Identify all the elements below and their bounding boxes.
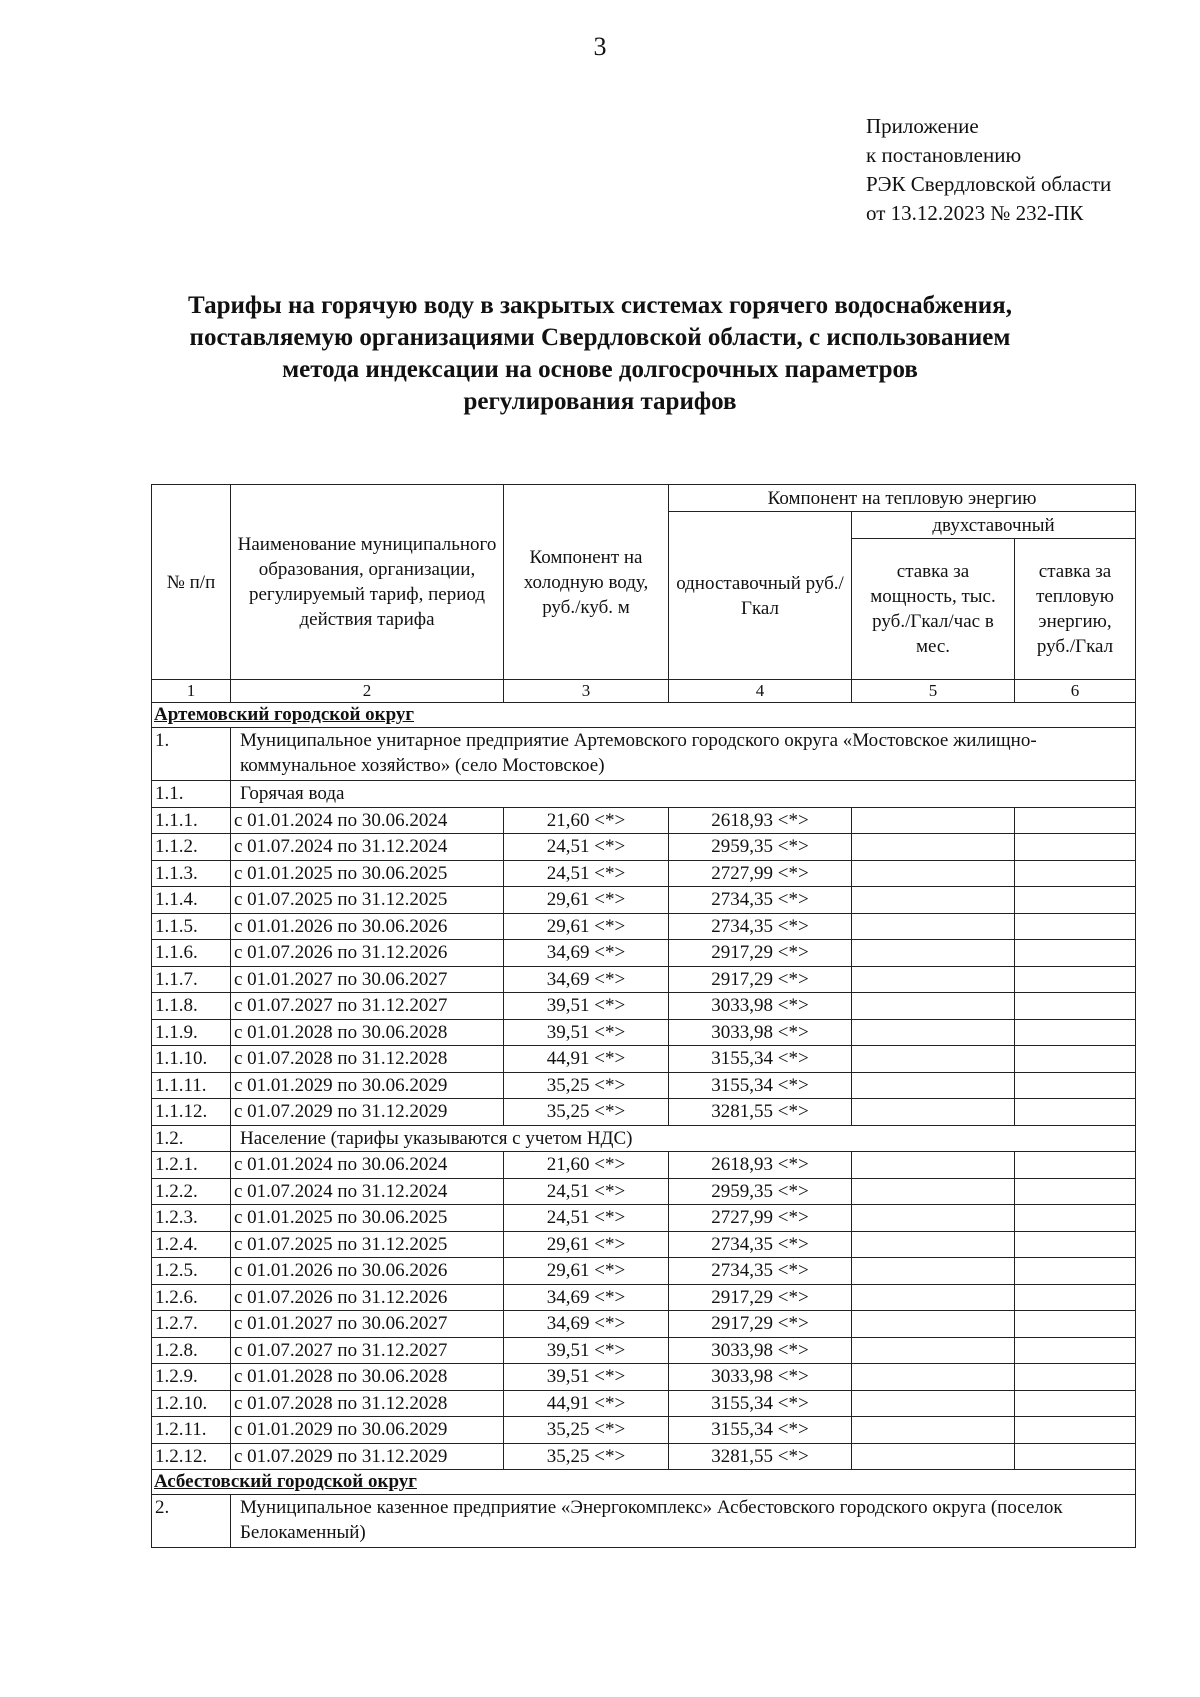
- row-single-rate: 2618,93 <*>: [669, 807, 852, 834]
- row-cold-value: 24,51 <*>: [504, 1178, 669, 1205]
- row-energy-rate: [1015, 1443, 1136, 1470]
- row-single-rate: 2734,35 <*>: [669, 913, 852, 940]
- row-period: с 01.01.2026 по 30.06.2026: [231, 913, 504, 940]
- row-period: с 01.07.2025 по 31.12.2025: [231, 887, 504, 914]
- column-number: 4: [669, 680, 852, 703]
- row-single-rate: 3155,34 <*>: [669, 1046, 852, 1073]
- row-power-rate: [852, 860, 1015, 887]
- row-num: 1.1.6.: [152, 940, 231, 967]
- row-cold-value: 35,25 <*>: [504, 1443, 669, 1470]
- group-num: 1.2.: [152, 1125, 231, 1152]
- row-single-rate: 3033,98 <*>: [669, 993, 852, 1020]
- row-num: 1.1.7.: [152, 966, 231, 993]
- row-single-rate: 3155,34 <*>: [669, 1390, 852, 1417]
- organization-row: [152, 728, 1136, 781]
- row-single-rate: 2917,29 <*>: [669, 1311, 852, 1338]
- section-row: [152, 703, 1136, 728]
- section-title: Асбестовский городской округ: [152, 1470, 1136, 1495]
- table-row: [152, 1337, 1136, 1364]
- row-num: 1.2.1.: [152, 1152, 231, 1179]
- row-energy-rate: [1015, 1019, 1136, 1046]
- header-cold-water: Компонент на холодную воду, руб./куб. м: [504, 485, 669, 680]
- column-number-row: [152, 680, 1136, 703]
- table-row: [152, 1443, 1136, 1470]
- row-period: с 01.01.2028 по 30.06.2028: [231, 1364, 504, 1391]
- table-row: [152, 913, 1136, 940]
- row-period: с 01.07.2027 по 31.12.2027: [231, 993, 504, 1020]
- row-energy-rate: [1015, 1337, 1136, 1364]
- row-cold-value: 29,61 <*>: [504, 1231, 669, 1258]
- organization-name: Муниципальное казенное предприятие «Энергокомплекс» Асбестовского городского округа (поселок Белокаменный): [231, 1495, 1136, 1548]
- row-period: с 01.07.2026 по 31.12.2026: [231, 940, 504, 967]
- row-cold-value: 34,69 <*>: [504, 1311, 669, 1338]
- section-title: Артемовский городской округ: [152, 703, 1136, 728]
- row-period: с 01.07.2025 по 31.12.2025: [231, 1231, 504, 1258]
- table-row: [152, 966, 1136, 993]
- row-power-rate: [852, 1178, 1015, 1205]
- table-row: [152, 1284, 1136, 1311]
- row-power-rate: [852, 993, 1015, 1020]
- row-cold-value: 34,69 <*>: [504, 940, 669, 967]
- row-energy-rate: [1015, 993, 1136, 1020]
- page-number: 3: [593, 32, 607, 61]
- organization-num: 2.: [152, 1495, 231, 1548]
- row-energy-rate: [1015, 860, 1136, 887]
- row-energy-rate: [1015, 834, 1136, 861]
- row-period: с 01.07.2029 по 31.12.2029: [231, 1099, 504, 1126]
- row-power-rate: [852, 1019, 1015, 1046]
- row-energy-rate: [1015, 1284, 1136, 1311]
- row-single-rate: 3281,55 <*>: [669, 1099, 852, 1126]
- row-single-rate: 3033,98 <*>: [669, 1019, 852, 1046]
- row-power-rate: [852, 1443, 1015, 1470]
- table-row: [152, 807, 1136, 834]
- row-energy-rate: [1015, 1417, 1136, 1444]
- row-num: 1.2.5.: [152, 1258, 231, 1285]
- group-name: Население (тарифы указываются с учетом НДС): [231, 1125, 1136, 1152]
- appendix-line: от 13.12.2023 № 232-ПК: [866, 201, 1084, 225]
- column-number: 1: [152, 680, 231, 703]
- tariff-table: [151, 484, 1136, 1548]
- row-power-rate: [852, 1072, 1015, 1099]
- row-single-rate: 3033,98 <*>: [669, 1364, 852, 1391]
- appendix-line: Приложение: [866, 114, 979, 138]
- table-row: [152, 1205, 1136, 1232]
- row-num: 1.1.12.: [152, 1099, 231, 1126]
- title-line: Тарифы на горячую воду в закрытых системах горячего водоснабжения,: [188, 292, 1012, 319]
- row-single-rate: 3281,55 <*>: [669, 1443, 852, 1470]
- row-num: 1.1.8.: [152, 993, 231, 1020]
- row-single-rate: 2959,35 <*>: [669, 1178, 852, 1205]
- row-cold-value: 29,61 <*>: [504, 887, 669, 914]
- table-row: [152, 1364, 1136, 1391]
- row-energy-rate: [1015, 1099, 1136, 1126]
- row-power-rate: [852, 913, 1015, 940]
- row-period: с 01.07.2029 по 31.12.2029: [231, 1443, 504, 1470]
- row-cold-value: 39,51 <*>: [504, 1364, 669, 1391]
- header-num: № п/п: [152, 485, 231, 680]
- header-energy-rate: ставка за тепловую энергию, руб./Гкал: [1015, 539, 1136, 680]
- table-row: [152, 1152, 1136, 1179]
- row-energy-rate: [1015, 807, 1136, 834]
- row-power-rate: [852, 940, 1015, 967]
- row-num: 1.2.8.: [152, 1337, 231, 1364]
- table-row: [152, 834, 1136, 861]
- row-power-rate: [852, 1364, 1015, 1391]
- row-num: 1.2.7.: [152, 1311, 231, 1338]
- table-row: [152, 1046, 1136, 1073]
- table-row: [152, 1178, 1136, 1205]
- row-power-rate: [852, 807, 1015, 834]
- row-period: с 01.07.2024 по 31.12.2024: [231, 1178, 504, 1205]
- table-row: [152, 993, 1136, 1020]
- row-period: с 01.01.2029 по 30.06.2029: [231, 1417, 504, 1444]
- column-number: 2: [231, 680, 504, 703]
- row-cold-value: 39,51 <*>: [504, 1019, 669, 1046]
- row-cold-value: 29,61 <*>: [504, 1258, 669, 1285]
- row-cold-value: 21,60 <*>: [504, 1152, 669, 1179]
- row-period: с 01.01.2028 по 30.06.2028: [231, 1019, 504, 1046]
- row-energy-rate: [1015, 913, 1136, 940]
- header-double-rate: двухставочный: [852, 512, 1136, 539]
- column-number: 5: [852, 680, 1015, 703]
- row-num: 1.1.3.: [152, 860, 231, 887]
- row-single-rate: 2917,29 <*>: [669, 966, 852, 993]
- row-single-rate: 2727,99 <*>: [669, 1205, 852, 1232]
- row-num: 1.1.4.: [152, 887, 231, 914]
- row-single-rate: 2734,35 <*>: [669, 887, 852, 914]
- row-energy-rate: [1015, 1072, 1136, 1099]
- row-energy-rate: [1015, 1178, 1136, 1205]
- table-row: [152, 1019, 1136, 1046]
- row-cold-value: 39,51 <*>: [504, 1337, 669, 1364]
- title-line: метода индексации на основе долгосрочных параметров: [282, 356, 918, 383]
- row-cold-value: 34,69 <*>: [504, 1284, 669, 1311]
- header-single-rate: одноставочный руб./Гкал: [669, 512, 852, 680]
- appendix-line: к постановлению: [866, 143, 1022, 167]
- row-cold-value: 24,51 <*>: [504, 1205, 669, 1232]
- row-power-rate: [852, 1337, 1015, 1364]
- row-power-rate: [852, 1152, 1015, 1179]
- row-period: с 01.01.2027 по 30.06.2027: [231, 1311, 504, 1338]
- row-energy-rate: [1015, 940, 1136, 967]
- row-power-rate: [852, 1231, 1015, 1258]
- title-line: поставляемую организациями Свердловской области, с использованием: [189, 324, 1011, 351]
- title-line: регулирования тарифов: [463, 388, 737, 415]
- column-number: 6: [1015, 680, 1136, 703]
- row-single-rate: 3155,34 <*>: [669, 1072, 852, 1099]
- row-power-rate: [852, 1205, 1015, 1232]
- row-num: 1.1.11.: [152, 1072, 231, 1099]
- row-power-rate: [852, 1417, 1015, 1444]
- row-period: с 01.01.2027 по 30.06.2027: [231, 966, 504, 993]
- row-power-rate: [852, 966, 1015, 993]
- row-power-rate: [852, 1099, 1015, 1126]
- row-power-rate: [852, 1046, 1015, 1073]
- row-period: с 01.07.2027 по 31.12.2027: [231, 1337, 504, 1364]
- group-row: [152, 781, 1136, 808]
- appendix-block: [866, 112, 1111, 228]
- row-single-rate: 2727,99 <*>: [669, 860, 852, 887]
- row-period: с 01.07.2026 по 31.12.2026: [231, 1284, 504, 1311]
- table-row: [152, 1258, 1136, 1285]
- row-power-rate: [852, 1390, 1015, 1417]
- row-num: 1.1.1.: [152, 807, 231, 834]
- row-num: 1.1.10.: [152, 1046, 231, 1073]
- row-power-rate: [852, 1258, 1015, 1285]
- row-energy-rate: [1015, 1152, 1136, 1179]
- row-num: 1.2.2.: [152, 1178, 231, 1205]
- table-row: [152, 860, 1136, 887]
- row-energy-rate: [1015, 1205, 1136, 1232]
- row-period: с 01.01.2024 по 30.06.2024: [231, 807, 504, 834]
- row-single-rate: 2959,35 <*>: [669, 834, 852, 861]
- row-num: 1.1.2.: [152, 834, 231, 861]
- row-single-rate: 3033,98 <*>: [669, 1337, 852, 1364]
- row-energy-rate: [1015, 1364, 1136, 1391]
- row-period: с 01.07.2028 по 31.12.2028: [231, 1046, 504, 1073]
- row-period: с 01.01.2025 по 30.06.2025: [231, 860, 504, 887]
- row-single-rate: 2917,29 <*>: [669, 940, 852, 967]
- row-cold-value: 24,51 <*>: [504, 834, 669, 861]
- row-energy-rate: [1015, 1258, 1136, 1285]
- organization-num: 1.: [152, 728, 231, 781]
- row-cold-value: 24,51 <*>: [504, 860, 669, 887]
- group-num: 1.1.: [152, 781, 231, 808]
- row-energy-rate: [1015, 1231, 1136, 1258]
- table-row: [152, 887, 1136, 914]
- table-row: [152, 1231, 1136, 1258]
- row-energy-rate: [1015, 1390, 1136, 1417]
- row-power-rate: [852, 834, 1015, 861]
- row-power-rate: [852, 887, 1015, 914]
- row-num: 1.2.9.: [152, 1364, 231, 1391]
- group-name: Горячая вода: [231, 781, 1136, 808]
- row-power-rate: [852, 1311, 1015, 1338]
- section-row: [152, 1470, 1136, 1495]
- organization-row: [152, 1495, 1136, 1548]
- row-cold-value: 35,25 <*>: [504, 1417, 669, 1444]
- row-single-rate: 2917,29 <*>: [669, 1284, 852, 1311]
- appendix-line: РЭК Свердловской области: [866, 172, 1112, 196]
- organization-name: Муниципальное унитарное предприятие Артемовского городского округа «Мостовское жилищно-коммунальное хозяйство» (село Мостовское): [231, 728, 1136, 781]
- document-title: [100, 290, 1100, 418]
- row-period: с 01.07.2024 по 31.12.2024: [231, 834, 504, 861]
- row-period: с 01.01.2025 по 30.06.2025: [231, 1205, 504, 1232]
- row-period: с 01.01.2029 по 30.06.2029: [231, 1072, 504, 1099]
- row-single-rate: 2618,93 <*>: [669, 1152, 852, 1179]
- row-period: с 01.01.2026 по 30.06.2026: [231, 1258, 504, 1285]
- table-row: [152, 1072, 1136, 1099]
- row-num: 1.2.3.: [152, 1205, 231, 1232]
- row-period: с 01.07.2028 по 31.12.2028: [231, 1390, 504, 1417]
- row-cold-value: 35,25 <*>: [504, 1099, 669, 1126]
- row-num: 1.1.9.: [152, 1019, 231, 1046]
- row-num: 1.2.12.: [152, 1443, 231, 1470]
- row-cold-value: 44,91 <*>: [504, 1046, 669, 1073]
- row-num: 1.2.10.: [152, 1390, 231, 1417]
- header-heat-component: Компонент на тепловую энергию: [669, 485, 1136, 512]
- row-single-rate: 3155,34 <*>: [669, 1417, 852, 1444]
- row-energy-rate: [1015, 1046, 1136, 1073]
- row-cold-value: 21,60 <*>: [504, 807, 669, 834]
- table-row: [152, 1311, 1136, 1338]
- row-single-rate: 2734,35 <*>: [669, 1231, 852, 1258]
- row-energy-rate: [1015, 966, 1136, 993]
- column-number: 3: [504, 680, 669, 703]
- row-num: 1.2.6.: [152, 1284, 231, 1311]
- row-num: 1.2.11.: [152, 1417, 231, 1444]
- row-power-rate: [852, 1284, 1015, 1311]
- row-cold-value: 35,25 <*>: [504, 1072, 669, 1099]
- row-energy-rate: [1015, 1311, 1136, 1338]
- table-row: [152, 940, 1136, 967]
- row-cold-value: 34,69 <*>: [504, 966, 669, 993]
- table-row: [152, 1099, 1136, 1126]
- row-cold-value: 29,61 <*>: [504, 913, 669, 940]
- row-num: 1.1.5.: [152, 913, 231, 940]
- row-cold-value: 39,51 <*>: [504, 993, 669, 1020]
- header-power-rate: ставка за мощность, тыс. руб./Гкал/час в мес.: [852, 539, 1015, 680]
- row-single-rate: 2734,35 <*>: [669, 1258, 852, 1285]
- row-num: 1.2.4.: [152, 1231, 231, 1258]
- row-period: с 01.01.2024 по 30.06.2024: [231, 1152, 504, 1179]
- row-cold-value: 44,91 <*>: [504, 1390, 669, 1417]
- table-row: [152, 1417, 1136, 1444]
- header-name: Наименование муниципального образования, организации, регулируемый тариф, период действия тарифа: [231, 485, 504, 680]
- row-energy-rate: [1015, 887, 1136, 914]
- table-row: [152, 1390, 1136, 1417]
- group-row: [152, 1125, 1136, 1152]
